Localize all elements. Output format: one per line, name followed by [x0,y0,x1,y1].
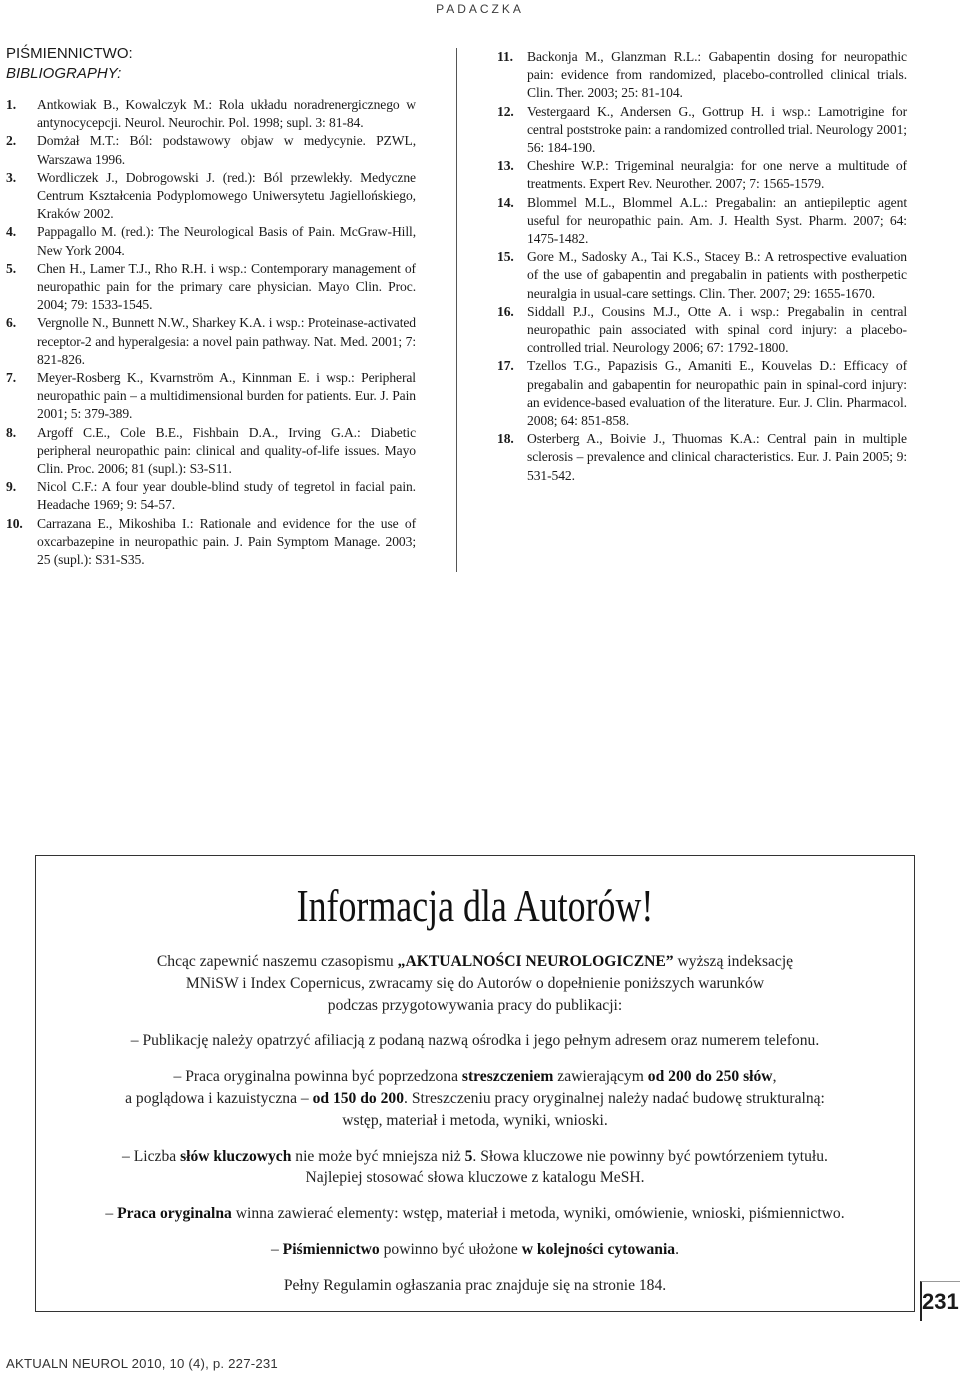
reference-text: Wordliczek J., Dobrogowski J. (red.): Ból przewlekły. Medyczne Centrum Kształcenia Podyplomowego Uniwersytetu Jagiellońskiego, Kraków 2002. [37,169,416,222]
bibliography-left-column [6,44,416,569]
info-closing: Pełny Regulamin ogłaszania prac znajduje się na stronie 184. [283,1276,667,1294]
reference-text: Antkowiak B., Kowalczyk M.: Rola układu noradrenergicznego w antynocycepcji. Neurol. Neurochir. Pol. 1998; supl. 3: 81-84. [37,97,416,131]
reference-item [6,260,416,315]
rule-original-paper: – Praca oryginalna winna zawierać elementy: wstęp, materiał i metoda, wyniki, omówienie, wnioski, piśmiennictwo. [105,1205,845,1223]
reference-item [497,303,907,358]
info-title: Informacja dla Autorów! [296,880,654,931]
reference-item [6,314,416,369]
reference-number: 8. [6,424,16,440]
reference-item [6,515,416,570]
rule-abstract: – Praca oryginalna powinna być poprzedzona streszczeniem zawierającym od 200 do 250 słów, a poglądowa i kazuistyczna – od 150 do 200. Streszczeniu pracy oryginalnej należy nadać budowę strukturalną: wstęp, materiał i metoda, wyniki, wnioski. [125,1068,825,1129]
reference-text: Cheshire W.P.: Trigeminal neuralgia: for one nerve a multitude of treatments. Expert Rev. Neurother. 2007; 7: 1565-1579. [527,158,907,192]
reference-list-left [6,96,416,569]
bibliography-heading [6,44,416,84]
reference-text: Vergnolle N., Bunnett N.W., Sharkey K.A. i wsp.: Proteinase-activated receptor-2 and hyperalgesia: a novel pain pathway. Nat. Med. 2001; 7: 821-826. [37,315,416,367]
reference-text: Pappagallo M. (red.): The Neurological Basis of Pain. McGraw-Hill, New York 2004. [37,224,416,258]
reference-text: Nicol C.F.: A four year double-blind study of tegretol in facial pain. Headache 1969; 9: 54-57. [37,479,416,513]
info-body [56,951,894,1311]
heading-polish: PIŚMIENNICTWO: [6,45,133,62]
reference-number: 11. [497,49,513,64]
reference-item [6,223,416,259]
rule-keywords: – Liczba słów kluczowych nie może być mniejsza niż 5. Słowa kluczowe nie powinny być powtórzeniem tytułu. Najlepiej stosować słowa kluczowe z katalogu MeSH. [122,1147,828,1187]
reference-number: 4. [6,224,16,240]
reference-text: Blommel M.L., Blommel A.L.: Pregabalin: an antiepileptic agent useful for neuropathic pain. Am. J. Health Syst. Pharm. 2007; 64: 1475-1482. [527,194,907,247]
reference-text: Domżał M.T.: Ból: podstawowy objaw w medycynie. PZWL, Warszawa 1996. [37,133,416,167]
reference-item [497,157,907,193]
reference-text: Tzellos T.G., Papazisis G., Amaniti E., Kouvelas D.: Efficacy of pregabalin and gabapentin for neuropathic pain in spinal-cord injury: an evidence-based evaluation of the literature. Eur. J. Clin. Pharmacol. 2008; 64: 851-858. [527,358,907,429]
reference-text: Backonja M., Glanzman R.L.: Gabapentin dosing for neuropathic pain: evidence from randomized, placebo-controlled clinical trials. Clin. Ther. 2003; 25: 81-104. [527,49,907,101]
reference-number: 3. [6,169,16,185]
reference-item [6,478,416,514]
reference-text: Meyer-Rosberg K., Kvarnström A., Kinnman E. i wsp.: Peripheral neuropathic pain – a multidimensional burden for patients. Eur. J. Pain 2001; 5: 379-389. [37,370,416,422]
reference-number: 13. [497,158,514,174]
reference-number: 15. [497,249,514,265]
heading-english: BIBLIOGRAPHY: [6,65,122,82]
reference-item [6,132,416,168]
reference-number: 14. [497,194,514,210]
reference-list-right [497,48,907,485]
running-head: PADACZKA [436,2,524,16]
reference-text: Vestergaard K., Andersen G., Gottrup H. i wsp.: Lamotrigine for central poststroke pain: a randomized controlled trial. Neurology 2001; 56: 184-190. [527,103,907,156]
author-information-box [35,855,915,1312]
reference-text: Chen H., Lamer T.J., Rho R.H. i wsp.: Contemporary management of neuropathic pain for the primary care physician. Mayo Clin. Proc. 2004; 79: 1533-1545. [37,260,416,313]
reference-item [6,369,416,424]
reference-number: 5. [6,260,16,276]
column-divider [456,48,457,572]
reference-number: 18. [497,431,514,447]
reference-number: 17. [497,358,514,374]
reference-item [6,169,416,224]
reference-item [497,48,907,103]
reference-number: 9. [6,479,16,495]
reference-item [497,103,907,158]
bibliography-right-column [497,48,907,485]
reference-number: 6. [6,315,16,331]
rule-affiliation: – Publikację należy opatrzyć afiliacją z podaną nazwą ośrodka i jego pełnym adresem oraz numerem telefonu. [130,1032,820,1050]
reference-number: 12. [497,103,514,119]
journal-citation: AKTUALN NEUROL 2010, 10 (4), p. 227-231 [6,1356,278,1371]
reference-text: Carrazana E., Mikoshiba I.: Rationale and evidence for the use of oxcarbazepine in neuropathic pain. J. Pain Symptom Manage. 2003; 25 (supl.): S31-S35. [37,515,416,568]
reference-text: Argoff C.E., Cole B.E., Fishbain D.A., Irving G.A.: Diabetic peripheral neuropathic pain: clinical and quality-of-life issues. Mayo Clin. Proc. 2006; 81 (supl.): S3-S11. [37,424,416,477]
reference-item [6,96,416,132]
reference-text: Siddall P.J., Cousins M.J., Otte A. i wsp.: Pregabalin in central neuropathic pain associated with spinal cord injury: a placebo-controlled trial. Neurology 2006; 67: 1792-1800. [527,303,907,356]
reference-number: 7. [6,370,16,386]
reference-number: 16. [497,303,514,319]
reference-item [497,248,907,303]
reference-item [497,430,907,485]
reference-number: 10. [6,515,23,531]
page-number: 231 [920,1281,960,1321]
reference-item [497,194,907,249]
reference-item [6,424,416,479]
info-intro: Chcąc zapewnić naszemu czasopismu „AKTUALNOŚCI NEUROLOGICZNE” wyższą indeksację MNiSW i Index Copernicus, zwracamy się do Autorów o dopełnienie poniższych warunków podczas przygotowywania pracy do publikacji: [156,953,794,1014]
reference-number: 2. [6,133,16,149]
reference-number: 1. [6,97,16,112]
reference-text: Osterberg A., Boivie J., Thuomas K.A.: Central pain in multiple sclerosis – prevalence and clinical characteristics. Eur. J. Pain 2005; 9: 531-542. [527,431,907,483]
reference-item [497,357,907,430]
reference-text: Gore M., Sadosky A., Tai K.S., Stacey B.: A retrospective evaluation of the use of gabapentin and pregabalin in patients with postherpetic neuralgia in usual-care settings. Clin. Ther. 2007; 29: 1655-1670. [527,249,907,301]
rule-references: – Piśmiennictwo powinno być ułożone w kolejności cytowania. [270,1240,680,1258]
